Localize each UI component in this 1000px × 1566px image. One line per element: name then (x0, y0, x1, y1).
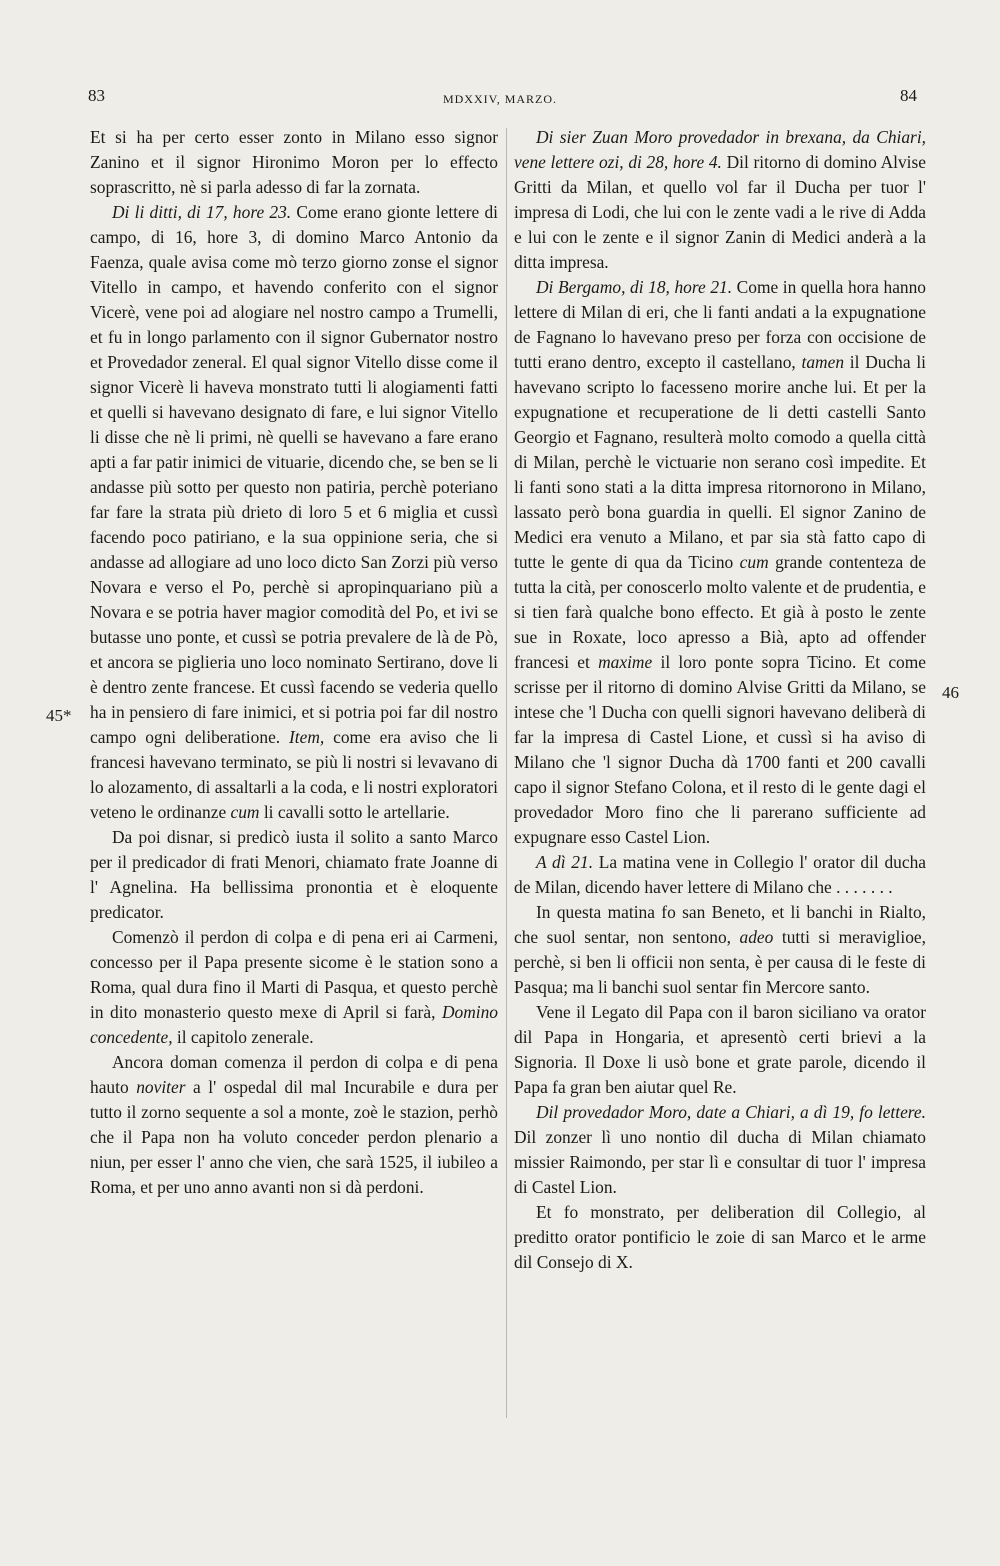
paragraph-text: Vene il Legato dil Papa con il baron siciliano va orator dil Papa in Hongaria, et apresentò certi brievi a la Signoria. Il Doxe li usò bone et grate parole, dicendo il Papa fa gran ben aiutar quel Re. (514, 1002, 926, 1097)
paragraph (514, 275, 926, 850)
paragraph-text: Et si ha per certo esser zonto in Milano esso signor Zanino et il signor Hironimo Moron per lo effecto soprascritto, nè si parla adesso di far la zornata. (90, 127, 498, 197)
paragraph (90, 825, 498, 925)
dateline: Di li ditti, di 17, hore 23. (112, 202, 292, 222)
column-separator (506, 128, 507, 1418)
paragraph-text: La matina vene in Collegio l' orator dil ducha de Milan, dicendo haver lettere di Milano che . . . . . . . (514, 852, 926, 897)
margin-note-left: 45* (46, 706, 72, 725)
paragraph-text: Comenzò il perdon di colpa e di pena eri ai Carmeni, concesso per il Papa presente sicome è le station sono a Roma, qual dura fino il Marti di Pasqua, et questo perchè in dito monasterio questo mexe di April si farà, (90, 927, 498, 1022)
italic-term: cum (739, 552, 769, 572)
paragraph-text: il Ducha li havevano scripto lo facesseno morire anche lui. Et per la expugnatione et recuperatione de li detti castelli Santo Georgio et Fagnano, resulterà molto comodo a quella città di Milan, perchè le victuarie non serano così impedite. Et li fanti sono stati a la ditta impresa ritornorono in Milano, lassato però bona guardia in quelli. El signor Zanino de Medici era venuto a Milano, et par sia stà fatto capo di tutte le gente di qua da Ticino (514, 352, 926, 572)
paragraph-text: tutti si meraviglioe, perchè, si ben li officii non senta, è per causa di le feste di Pasqua; ma li banchi suol sentar fin Mercore santo. (514, 927, 926, 997)
paragraph-text: Come erano gionte lettere di campo, di 16, hore 3, di domino Marco Antonio da Faenza, quale avisa come mò terzo giorno zonse el signor Vitello in campo, et havendo conferito con el signor Vicerè, vene poi ad alogiare nel nostro campo a Trumelli, et fu in longo parlamento con il signor Gubernator nostro et Provedador zeneral. El qual signor Vitello disse come il signor Vicerè li haveva monstrato tutti li alogiamenti fatti et quelli si havevano designato di fare, e lui signor Vitello li disse che nè li primi, nè quelli se havevano a fare erano apti a far patir inimici de vituarie, dicendo che, se ben se li andasse più sotto per questo non patiria, perchè poteriano far fare la strata più drieto di loro 5 et 6 miglia et cussì facendo poco patiriano, e la sua oppinione seria, che si andasse ad allogiare ad uno loco dicto San Zorzi più verso Novara e verso el Po, perchè si apropinquariano più a Novara e se potria haver magior comodità del Po, et ivi se butasse uno ponte, et cussì se potria prevalere de là de Pò, et ancora se piglieria uno loco nominato Sertirano, dove li è dentro zente francese. Et cussì facendo se vederia quello ha in pensiero di fare inimici, et si potria poi far dil nostro campo ogni deliberatione. (90, 202, 498, 747)
paragraph (514, 125, 926, 275)
italic-term: noviter (136, 1077, 186, 1097)
paragraph (514, 1000, 926, 1100)
dateline: Di Bergamo, di 18, hore 21. (536, 277, 733, 297)
italic-term: Domino concedente, (90, 1002, 498, 1047)
paragraph-text: il loro ponte sopra Ticino. Et come scrisse per il ritorno di domino Alvise Gritti da Milano, se intese che 'l Ducha con quelli signori havevano deliberà di far la impresa di Castel Lione, et cussì si ha aviso di Milano che 'l signor Ducha dà 1700 fanti et 200 cavalli capo il signor Stefano Colona, et il resto di le gente dagi el provedador Moro fino che li parerano sufficiente ad expugnare esso Castel Lion. (514, 652, 926, 847)
paragraph-text: li cavalli sotto le artellarie. (259, 802, 450, 822)
italic-term: maxime (598, 652, 653, 672)
paragraph (90, 925, 498, 1050)
paragraph-text: grande contenteza de tutta la cità, per conoscerlo molto valente et de prudentia, e si tien farà qualche bono effecto. Et già à posto le zente sue in Roxate, loco apresso a Bià, apto ad offender francesi et (514, 552, 926, 672)
paragraph-text: Dil ritorno di domino Alvise Gritti da Milan, et quello vol far il Ducha per tuor l' impresa di Lodi, che lui con le zente vadi a le rive di Adda e lui con le zente e il signor Zanin di Medici anderà a la ditta impresa. (514, 152, 926, 272)
dateline: Di sier Zuan Moro provedador in brexana, da Chiari, vene lettere ozi, di 28, hore 4. (514, 127, 926, 172)
left-page-number: 83 (88, 86, 105, 105)
margin-note-right: 46 (942, 683, 959, 702)
right-page-number: 84 (900, 86, 917, 105)
paragraph-text: Come in quella hora hanno lettere di Milan di eri, che li fanti andati a la expugnatione de Fagnano lo havevano preso per forza con occisione de tutti erano dentro, excepto il castellano, (514, 277, 926, 372)
paragraph (90, 1050, 498, 1200)
left-column (90, 125, 498, 1200)
paragraph-text: come era aviso che li francesi havevano terminato, se più li nostri si levavano di lo alozamento, di assaltarli a la coda, e li nostri exploratori veteno le ordinanze (90, 727, 498, 822)
paragraph-text: Da poi disnar, si predicò iusta il solito a santo Marco per il predicador di frati Menori, chiamato frate Joanne di l' Agnelina. Ha bellissima pronontia et è eloquente predicator. (90, 827, 498, 922)
paragraph (90, 200, 498, 825)
italic-term: adeo (739, 927, 774, 947)
italic-term: cum (230, 802, 260, 822)
dateline: A dì 21. (536, 852, 594, 872)
paragraph (514, 1200, 926, 1275)
running-header: MDXXIV, MARZO. (442, 92, 558, 106)
paragraph-text: Ancora doman comenza il perdon di colpa e di pena hauto (90, 1052, 498, 1097)
paragraph (514, 1100, 926, 1200)
paragraph-text: a l' ospedal dil mal Incurabile e dura per tutto il zorno sequente a sol a monte, zoè le stazion, perhò che il Papa non ha voluto conceder perdon plenario a niun, per esser l' anno che vien, che sarà 1525, il iubileo a Roma, et per uno anno avanti non si dà perdoni. (90, 1077, 499, 1197)
paragraph-text: Et fo monstrato, per deliberation dil Collegio, al preditto orator pontificio le zoie di san Marco et le arme dil Consejo di X. (514, 1202, 926, 1272)
right-column (514, 125, 926, 1275)
paragraph (514, 900, 926, 1000)
italic-term: Item, (289, 727, 325, 747)
paragraph-text: In questa matina fo san Beneto, et li banchi in Rialto, che suol sentar, non sentono, (514, 902, 926, 947)
paragraph-text: Dil zonzer lì uno nontio dil ducha di Milan chiamato missier Raimondo, per star lì e consultar di tuor l' impresa di Castel Lion. (514, 1127, 926, 1197)
italic-term: tamen (801, 352, 845, 372)
paragraph-text: il capitolo zenerale. (172, 1027, 314, 1047)
dateline: Dil provedador Moro, date a Chiari, a dì 19, fo lettere. (536, 1102, 926, 1122)
paragraph (90, 125, 498, 200)
paragraph (514, 850, 926, 900)
